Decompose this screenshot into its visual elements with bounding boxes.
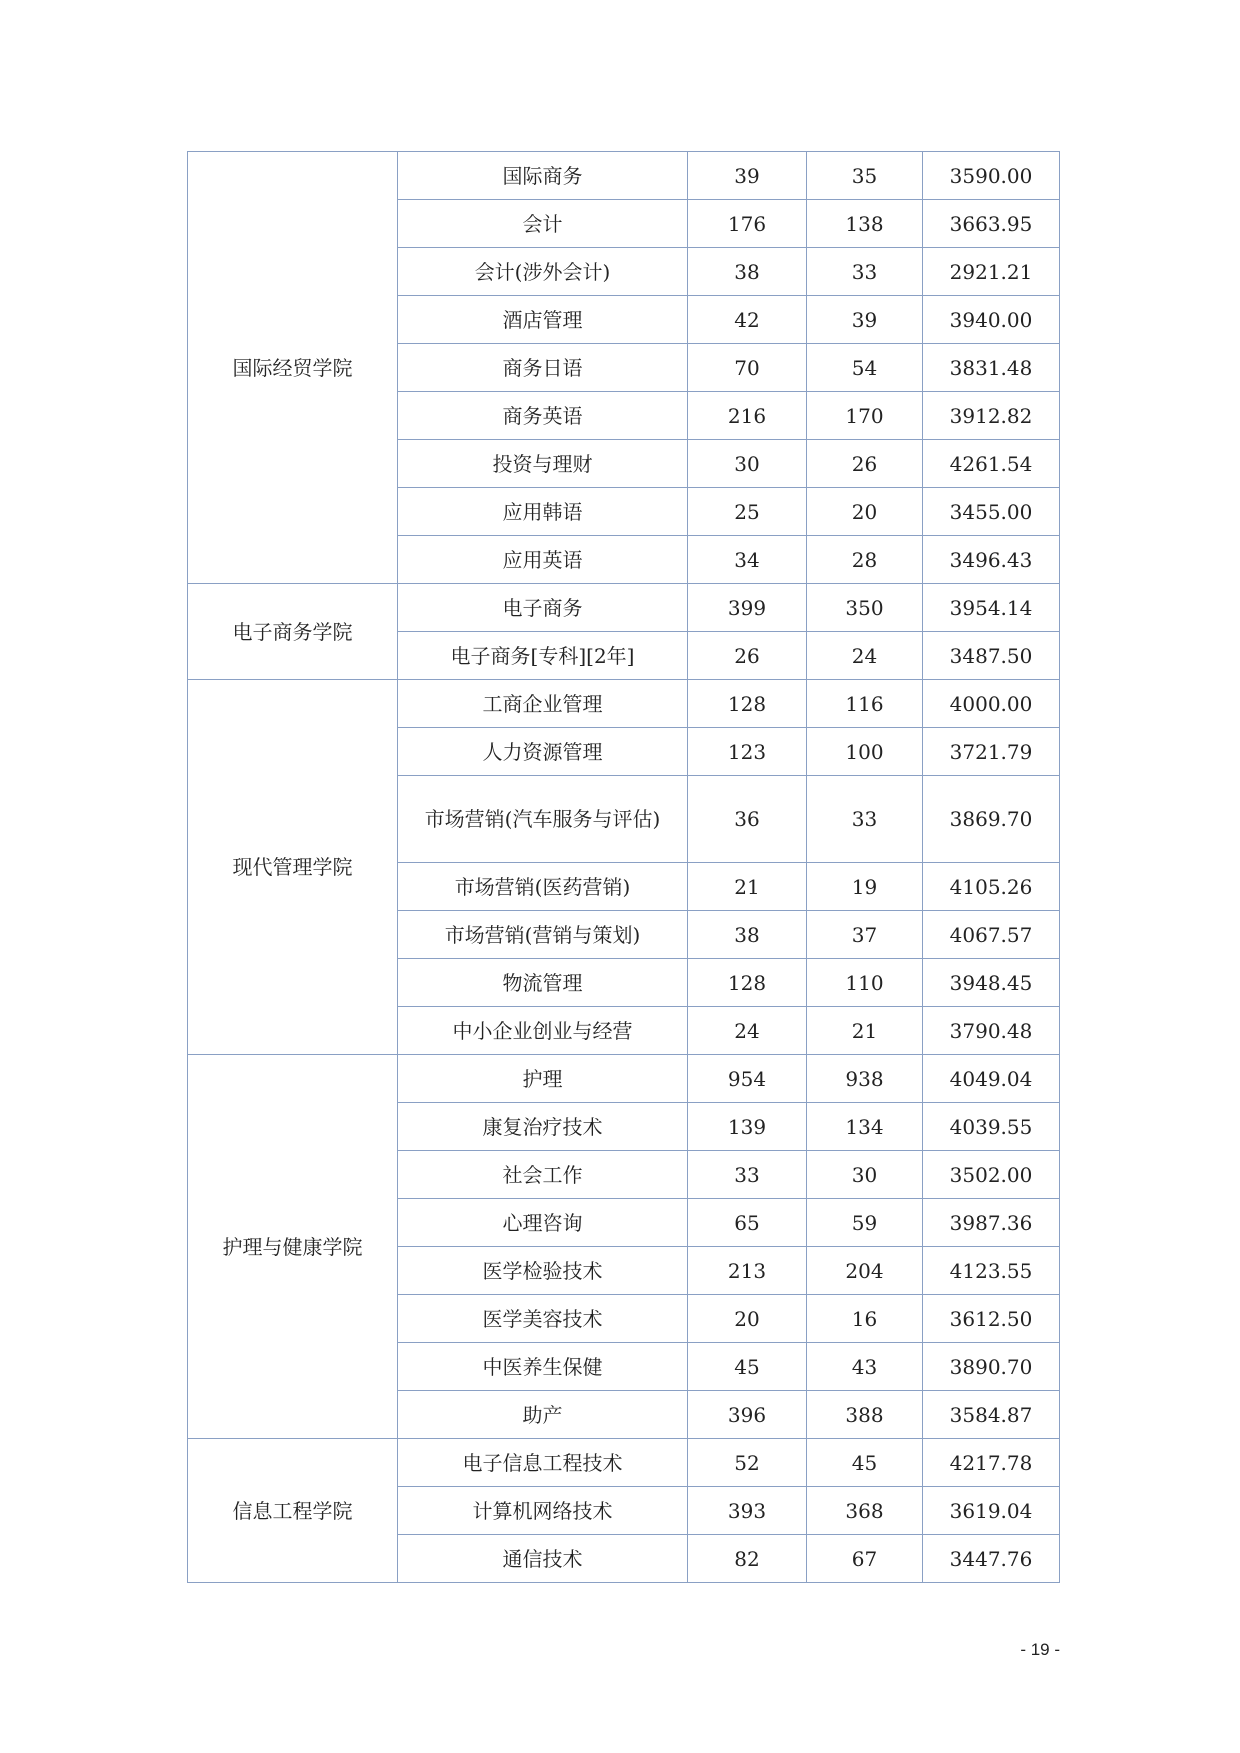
table-body <box>188 152 1060 1583</box>
count-b-cell: 37 <box>807 911 923 959</box>
count-b-cell: 350 <box>807 584 923 632</box>
count-b-cell: 110 <box>807 959 923 1007</box>
count-a-cell: 25 <box>688 488 807 536</box>
count-b-cell: 170 <box>807 392 923 440</box>
major-cell: 电子信息工程技术 <box>398 1439 688 1487</box>
count-b-cell: 116 <box>807 680 923 728</box>
college-cell: 国际经贸学院 <box>188 152 398 584</box>
value-cell: 3790.48 <box>923 1007 1060 1055</box>
major-cell: 护理 <box>398 1055 688 1103</box>
count-a-cell: 70 <box>688 344 807 392</box>
count-b-cell: 43 <box>807 1343 923 1391</box>
major-cell: 助产 <box>398 1391 688 1439</box>
count-a-cell: 36 <box>688 776 807 863</box>
count-a-cell: 123 <box>688 728 807 776</box>
count-a-cell: 65 <box>688 1199 807 1247</box>
employment-table <box>187 151 1060 1583</box>
count-b-cell: 368 <box>807 1487 923 1535</box>
value-cell: 4105.26 <box>923 863 1060 911</box>
value-cell: 4217.78 <box>923 1439 1060 1487</box>
major-cell: 投资与理财 <box>398 440 688 488</box>
value-cell: 3502.00 <box>923 1151 1060 1199</box>
count-b-cell: 24 <box>807 632 923 680</box>
major-cell: 酒店管理 <box>398 296 688 344</box>
count-a-cell: 216 <box>688 392 807 440</box>
count-a-cell: 24 <box>688 1007 807 1055</box>
count-a-cell: 52 <box>688 1439 807 1487</box>
major-cell: 国际商务 <box>398 152 688 200</box>
major-cell: 社会工作 <box>398 1151 688 1199</box>
count-a-cell: 33 <box>688 1151 807 1199</box>
count-b-cell: 45 <box>807 1439 923 1487</box>
count-a-cell: 399 <box>688 584 807 632</box>
major-cell: 物流管理 <box>398 959 688 1007</box>
value-cell: 3912.82 <box>923 392 1060 440</box>
count-b-cell: 138 <box>807 200 923 248</box>
major-cell: 人力资源管理 <box>398 728 688 776</box>
value-cell: 3721.79 <box>923 728 1060 776</box>
count-a-cell: 213 <box>688 1247 807 1295</box>
major-cell: 市场营销(营销与策划) <box>398 911 688 959</box>
value-cell: 3487.50 <box>923 632 1060 680</box>
major-cell: 应用英语 <box>398 536 688 584</box>
count-a-cell: 20 <box>688 1295 807 1343</box>
count-a-cell: 82 <box>688 1535 807 1583</box>
table-row <box>188 152 1060 200</box>
count-b-cell: 30 <box>807 1151 923 1199</box>
major-cell: 商务日语 <box>398 344 688 392</box>
count-a-cell: 21 <box>688 863 807 911</box>
value-cell: 4067.57 <box>923 911 1060 959</box>
value-cell: 3447.76 <box>923 1535 1060 1583</box>
major-cell: 医学检验技术 <box>398 1247 688 1295</box>
value-cell: 3954.14 <box>923 584 1060 632</box>
count-a-cell: 26 <box>688 632 807 680</box>
count-a-cell: 45 <box>688 1343 807 1391</box>
value-cell: 3940.00 <box>923 296 1060 344</box>
value-cell: 2921.21 <box>923 248 1060 296</box>
count-a-cell: 30 <box>688 440 807 488</box>
major-cell: 中医养生保健 <box>398 1343 688 1391</box>
major-cell: 工商企业管理 <box>398 680 688 728</box>
college-cell: 护理与健康学院 <box>188 1055 398 1439</box>
count-b-cell: 21 <box>807 1007 923 1055</box>
value-cell: 3948.45 <box>923 959 1060 1007</box>
count-a-cell: 176 <box>688 200 807 248</box>
major-cell: 计算机网络技术 <box>398 1487 688 1535</box>
count-b-cell: 54 <box>807 344 923 392</box>
count-a-cell: 128 <box>688 680 807 728</box>
major-cell: 康复治疗技术 <box>398 1103 688 1151</box>
major-cell: 通信技术 <box>398 1535 688 1583</box>
count-b-cell: 39 <box>807 296 923 344</box>
count-b-cell: 134 <box>807 1103 923 1151</box>
count-a-cell: 42 <box>688 296 807 344</box>
major-cell: 医学美容技术 <box>398 1295 688 1343</box>
value-cell: 4039.55 <box>923 1103 1060 1151</box>
college-cell: 信息工程学院 <box>188 1439 398 1583</box>
count-b-cell: 16 <box>807 1295 923 1343</box>
count-b-cell: 204 <box>807 1247 923 1295</box>
value-cell: 3831.48 <box>923 344 1060 392</box>
major-cell: 市场营销(医药营销) <box>398 863 688 911</box>
count-a-cell: 38 <box>688 911 807 959</box>
value-cell: 3869.70 <box>923 776 1060 863</box>
count-b-cell: 100 <box>807 728 923 776</box>
count-a-cell: 393 <box>688 1487 807 1535</box>
major-cell: 会计 <box>398 200 688 248</box>
count-b-cell: 28 <box>807 536 923 584</box>
value-cell: 4049.04 <box>923 1055 1060 1103</box>
college-cell: 现代管理学院 <box>188 680 398 1055</box>
count-a-cell: 34 <box>688 536 807 584</box>
value-cell: 3612.50 <box>923 1295 1060 1343</box>
count-a-cell: 128 <box>688 959 807 1007</box>
count-b-cell: 33 <box>807 776 923 863</box>
major-cell: 会计(涉外会计) <box>398 248 688 296</box>
major-cell: 市场营销(汽车服务与评估) <box>398 776 688 863</box>
count-a-cell: 39 <box>688 152 807 200</box>
value-cell: 4000.00 <box>923 680 1060 728</box>
major-cell: 电子商务 <box>398 584 688 632</box>
major-cell: 应用韩语 <box>398 488 688 536</box>
count-a-cell: 396 <box>688 1391 807 1439</box>
major-cell: 中小企业创业与经营 <box>398 1007 688 1055</box>
value-cell: 3890.70 <box>923 1343 1060 1391</box>
table-row <box>188 680 1060 728</box>
count-a-cell: 38 <box>688 248 807 296</box>
table-row <box>188 1439 1060 1487</box>
major-cell: 商务英语 <box>398 392 688 440</box>
major-cell: 心理咨询 <box>398 1199 688 1247</box>
value-cell: 3987.36 <box>923 1199 1060 1247</box>
employment-table-container <box>187 151 1059 1583</box>
count-b-cell: 938 <box>807 1055 923 1103</box>
count-b-cell: 35 <box>807 152 923 200</box>
count-b-cell: 388 <box>807 1391 923 1439</box>
table-row <box>188 584 1060 632</box>
count-b-cell: 59 <box>807 1199 923 1247</box>
value-cell: 4123.55 <box>923 1247 1060 1295</box>
count-b-cell: 67 <box>807 1535 923 1583</box>
table-row <box>188 1055 1060 1103</box>
count-b-cell: 26 <box>807 440 923 488</box>
value-cell: 3663.95 <box>923 200 1060 248</box>
value-cell: 3619.04 <box>923 1487 1060 1535</box>
count-b-cell: 20 <box>807 488 923 536</box>
page-number: - 19 - <box>1020 1640 1060 1659</box>
value-cell: 3496.43 <box>923 536 1060 584</box>
college-cell: 电子商务学院 <box>188 584 398 680</box>
value-cell: 3584.87 <box>923 1391 1060 1439</box>
count-a-cell: 954 <box>688 1055 807 1103</box>
count-a-cell: 139 <box>688 1103 807 1151</box>
count-b-cell: 33 <box>807 248 923 296</box>
value-cell: 3455.00 <box>923 488 1060 536</box>
value-cell: 4261.54 <box>923 440 1060 488</box>
value-cell: 3590.00 <box>923 152 1060 200</box>
major-cell: 电子商务[专科][2年] <box>398 632 688 680</box>
count-b-cell: 19 <box>807 863 923 911</box>
